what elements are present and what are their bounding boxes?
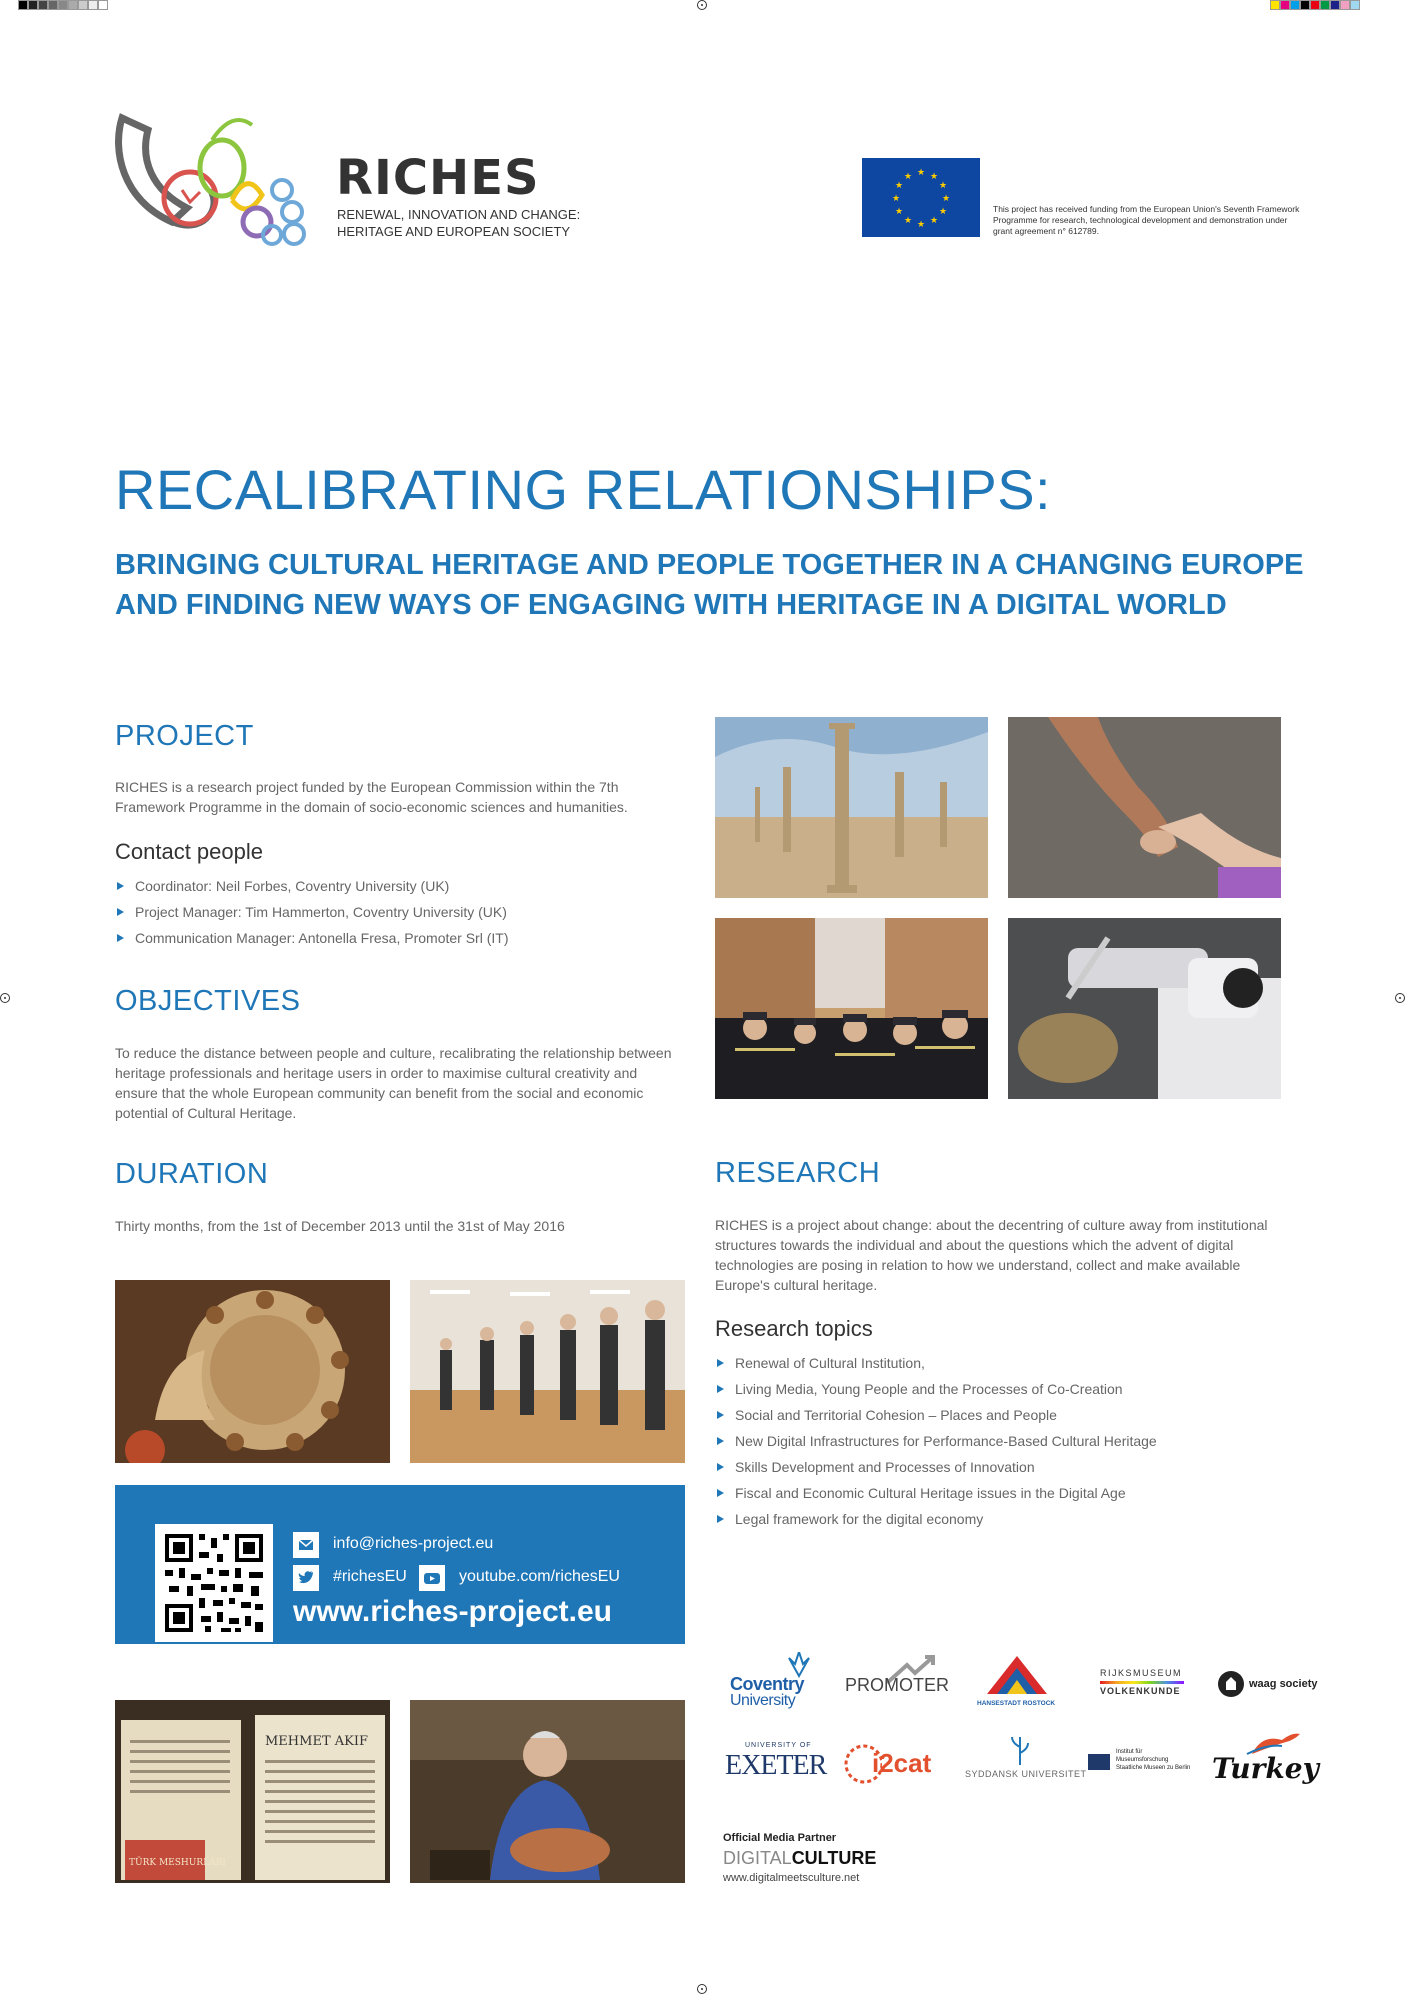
twitter-icon	[293, 1565, 319, 1591]
youtube-icon	[419, 1565, 445, 1591]
registration-mark-icon	[0, 993, 10, 1003]
photo-microscope-scan	[1008, 918, 1281, 1099]
list-item: Project Manager: Tim Hammerton, Coventry University (UK)	[115, 899, 685, 925]
svg-text:★: ★	[938, 207, 948, 217]
list-item: Communication Manager: Antonella Fresa, Promoter Srl (IT)	[115, 925, 685, 951]
museum-square-icon	[1088, 1754, 1110, 1770]
partner-logo-i2cat: i2cat	[842, 1740, 952, 1790]
list-item: Skills Development and Processes of Innovation	[715, 1454, 1295, 1480]
project-text: RICHES is a research project funded by the European Commission within the 7th Framework Programme in the domain of socio-economic sciences and humanities.	[115, 779, 628, 815]
partner-logo-rijksmuseum-volkenkunde: RIJKSMUSEUM VOLKENKUNDE	[1100, 1668, 1183, 1696]
svg-text:★: ★	[929, 172, 939, 182]
partner-logo-turkey: Turkey	[1212, 1732, 1322, 1792]
sub-title: BRINGING CULTURAL HERITAGE AND PEOPLE TOGETHER IN A CHANGING EUROPE AND FINDING NEW WAYS OF ENGAGING WITH HERITAGE IN A DIGITAL WORLD	[115, 549, 1304, 621]
riches-cornucopia-logo-icon	[112, 110, 312, 250]
syddansk-plant-icon	[1010, 1735, 1030, 1765]
newspaper-headline: MEHMET AKIF	[265, 1734, 368, 1749]
contact-box	[115, 1485, 685, 1644]
project-heading: PROJECT	[115, 720, 254, 752]
rostock-sail-icon	[980, 1654, 1055, 1698]
twitter-handle-link[interactable]: #richesEU	[333, 1568, 407, 1585]
svg-text:★: ★	[891, 194, 901, 204]
partner-logo-coventry: Coventry University	[728, 1652, 818, 1712]
photo-henna-hands	[1008, 717, 1281, 898]
newspaper-banner: TÜRK MESHURLARI	[129, 1858, 226, 1868]
research-topics-heading: Research topics	[715, 1316, 873, 1341]
svg-text:★: ★	[903, 216, 913, 226]
photo-marching-band	[715, 918, 988, 1099]
rijks-stripe	[1100, 1681, 1184, 1684]
partner-logo-syddansk: SYDDANSK UNIVERSITET	[965, 1735, 1075, 1790]
partner-logo-waag-society: waag society	[1217, 1670, 1302, 1700]
list-item: New Digital Infrastructures for Performance-Based Cultural Heritage	[715, 1428, 1295, 1454]
research-topics-list	[715, 1350, 1295, 1532]
eu-flag-icon	[862, 158, 980, 237]
duration-heading: DURATION	[115, 1158, 269, 1190]
email-icon	[293, 1532, 319, 1558]
partner-logo-exeter: UNIVERSITY OF EXETER	[725, 1742, 827, 1781]
photo-straw-peacock	[115, 1280, 390, 1463]
list-item: Social and Territorial Cohesion – Places and People	[715, 1402, 1295, 1428]
research-heading: RESEARCH	[715, 1157, 881, 1189]
brand-tagline: RENEWAL, INNOVATION AND CHANGE: HERITAGE AND EUROPEAN SOCIETY	[337, 207, 581, 239]
objectives-heading: OBJECTIVES	[115, 985, 301, 1017]
brand-name: RICHES	[336, 150, 540, 206]
contact-people-list	[115, 873, 685, 951]
list-item: Fiscal and Economic Cultural Heritage issues in the Digital Age	[715, 1480, 1295, 1506]
photo-ancient-columns	[715, 717, 988, 898]
digital-culture-logo: DIGITALCULTURE	[723, 1848, 877, 1868]
media-partner-url[interactable]: www.digitalmeetsculture.net	[723, 1872, 860, 1884]
email-link[interactable]: info@riches-project.eu	[333, 1535, 494, 1552]
cmyk-calibration-bar	[1270, 0, 1360, 10]
svg-text:★: ★	[894, 181, 904, 191]
photo-old-newspaper	[115, 1700, 390, 1883]
waag-castle-icon	[1217, 1670, 1245, 1698]
eu-funding-notice: This project has received funding from the European Union's Seventh Framework Programme for research, technological development and demonstration under grant agreement n° 612789.	[993, 204, 1300, 236]
svg-text:★: ★	[938, 181, 948, 191]
svg-text:★: ★	[916, 168, 926, 178]
contact-people-heading: Contact people	[115, 839, 263, 864]
photo-coppersmith	[410, 1700, 685, 1883]
qr-code-icon[interactable]	[155, 1524, 273, 1642]
svg-text:★: ★	[894, 207, 904, 217]
partner-logo-rostock: HANSESTADT ROSTOCK	[975, 1654, 1060, 1714]
youtube-link[interactable]: youtube.com/richesEU	[459, 1568, 620, 1585]
list-item: Renewal of Cultural Institution,	[715, 1350, 1295, 1376]
research-text: RICHES is a project about change: about the decentring of culture away from institutional structures towards the individual and about the questions which the advent of digital technologies are posing in relation to how we understand, collect and make available Europe's cultural heritage.	[715, 1217, 1268, 1293]
partner-logo-promoter: PROMOTER	[845, 1655, 945, 1705]
svg-text:★: ★	[929, 216, 939, 226]
svg-text:★: ★	[916, 220, 926, 230]
website-link[interactable]: www.riches-project.eu	[293, 1595, 612, 1628]
media-partner-label: Official Media Partner	[723, 1832, 837, 1844]
objectives-text: To reduce the distance between people and culture, recalibrating the relationship between heritage professionals and heritage users in order to maximise cultural creativity and ensure that the whole European community can benefit from the social and economic potential of Cultural Heritage.	[115, 1045, 672, 1121]
partner-logo-museumsforschung: Institut für Museumsforschung Staatliche Museen zu Berlin	[1088, 1748, 1198, 1788]
list-item: Legal framework for the digital economy	[715, 1506, 1295, 1532]
svg-text:★: ★	[941, 194, 951, 204]
svg-text:★: ★	[903, 172, 913, 182]
list-item: Living Media, Young People and the Processes of Co-Creation	[715, 1376, 1295, 1402]
registration-mark-icon	[697, 1984, 707, 1994]
color-calibration-bar	[18, 0, 108, 10]
duration-text: Thirty months, from the 1st of December 2013 until the 31st of May 2016	[115, 1218, 565, 1234]
registration-mark-icon	[697, 0, 707, 10]
list-item: Coordinator: Neil Forbes, Coventry University (UK)	[115, 873, 685, 899]
registration-mark-icon	[1395, 993, 1405, 1003]
main-title: RECALIBRATING RELATIONSHIPS:	[115, 458, 1052, 521]
photo-dance-workshop	[410, 1280, 685, 1463]
